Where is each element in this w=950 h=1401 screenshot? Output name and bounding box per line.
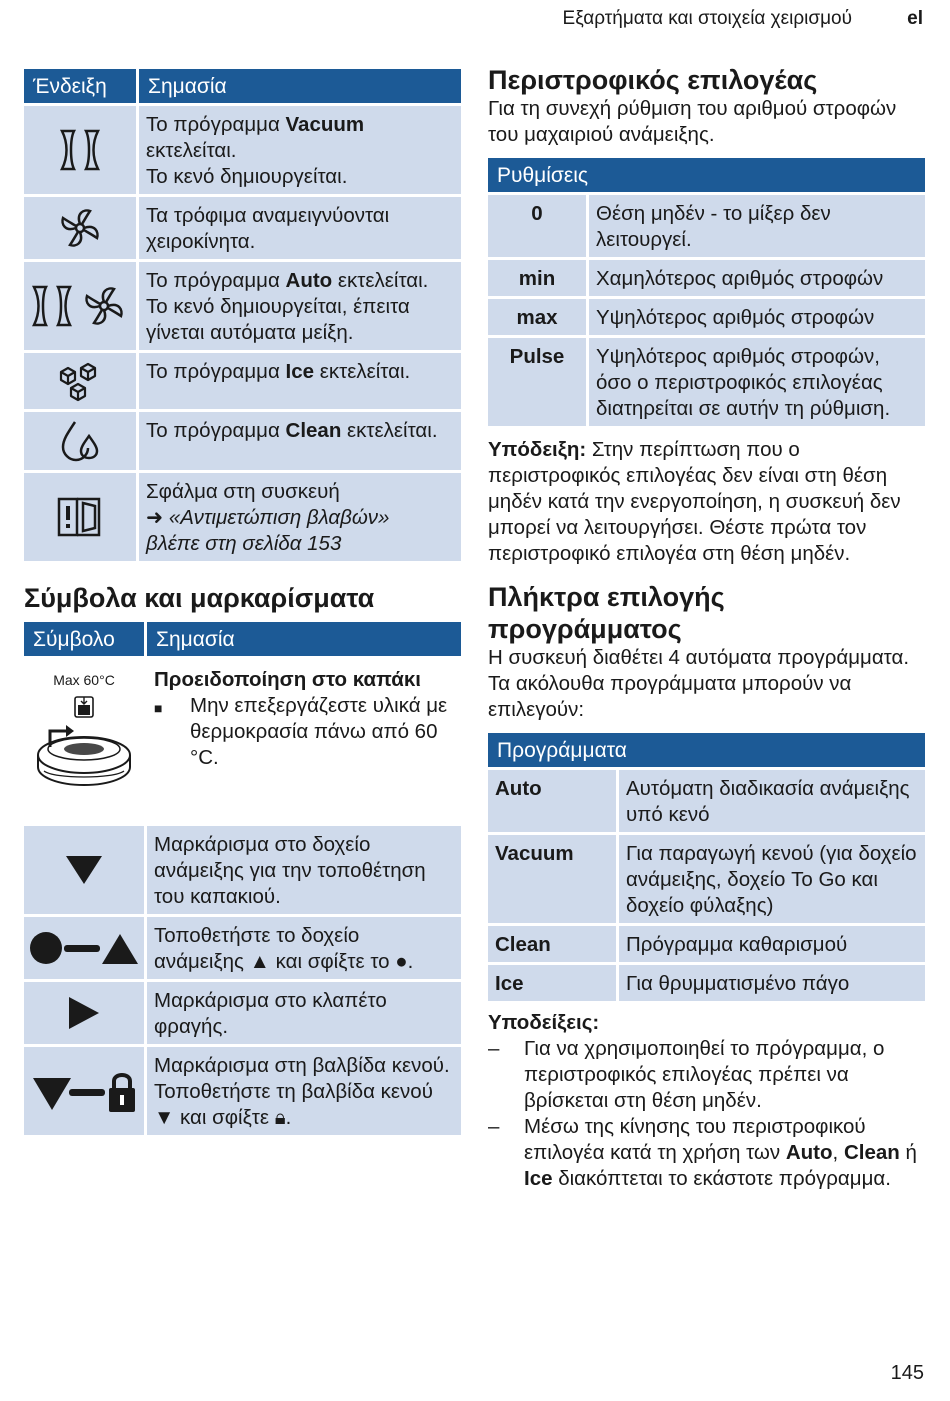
bullet-square-icon: ■	[154, 700, 163, 716]
list-item: – Για να χρησιμοποιηθεί το πρόγραμμα, ο περιστροφικός επιλογέας πρέπει να βρίσκεται στη θέση μηδέν.	[488, 1037, 885, 1112]
triangle-down-small-icon: ▼	[154, 1106, 175, 1129]
programs-notes-label: Υποδείξεις:	[488, 1011, 600, 1034]
table-row: Μαρκάρισμα στη βαλβίδα κενού. Τοποθετήστε τη βαλβίδα κενού ▼ και σφίξτε 🔒︎.	[24, 1047, 461, 1135]
vacuum-mixing-icon	[30, 283, 130, 329]
col-meaning: Σημασία	[144, 622, 461, 656]
programs-intro: Η συσκευή διαθέτει 4 αυτόματα προγράμματα. Τα ακόλουθα προγράμματα μπορούν να επιλεγούν:	[488, 646, 910, 721]
symbols-table	[24, 619, 461, 1138]
vacuum-icon	[56, 127, 104, 173]
table-row: Το πρόγραμμα Ice εκτελείται.	[24, 353, 461, 409]
col-symbol: Σύμβολο	[24, 622, 144, 656]
table-row: Το πρόγραμμα Clean εκτελείται.	[24, 412, 461, 470]
header-title: Εξαρτήματα και στοιχεία χειρισμού	[562, 8, 852, 29]
symbols-heading: Σύμβολα και μαρκαρίσματα	[24, 583, 375, 613]
settings-table	[488, 155, 925, 429]
table-row: Τα τρόφιμα αναμειγνύονται χειροκίνητα.	[24, 197, 461, 259]
table-row: Μαρκάρισμα στο κλαπέτο φραγής.	[24, 982, 461, 1044]
ice-cubes-icon	[57, 358, 103, 404]
col-settings: Ρυθμίσεις	[488, 158, 925, 192]
programs-heading: Πλήκτρα επιλογής προγράμματος	[488, 582, 725, 644]
error-icon	[55, 494, 105, 540]
triangle-down-icon	[64, 854, 104, 886]
rotary-note: Υπόδειξη: Στην περίπτωση που ο περιστροφικός επιλογέας δεν είναι στη θέση μηδέν κατά την ενεργοποίηση, η συσκευή δεν μπορεί να λειτουργήσει. Θέστε πρώτα τον περιστροφικό επιλογέα στη θέση μηδέν.	[488, 438, 901, 565]
triangle-line-lock-icon	[31, 1068, 137, 1114]
table-row: Max 60°C Προειδοποίηση στο καπάκι ■ Μην επεξεργάζεστε υλικά με θερμοκρασία πάνω από 60 °C.	[24, 659, 461, 823]
lock-icon: 🔒︎	[274, 1106, 286, 1129]
table-row: Μαρκάρισμα στο δοχείο ανάμειξης για την τοποθέτηση του καπακιού.	[24, 826, 461, 914]
table-row: Το πρόγραμμα Auto εκτελείται. Το κενό δημιουργείται, έπειτα γίνεται αυτόματα μείξη.	[24, 262, 461, 350]
mixing-icon	[56, 205, 104, 251]
col-programs: Προγράμματα	[488, 733, 925, 767]
table-row: Clean Πρόγραμμα καθαρισμού	[488, 926, 925, 962]
page-number: 145	[890, 1362, 924, 1384]
table-row: Pulse Υψηλότερος αριθμός στροφών, όσο ο περιστροφικός επιλογέας διατηρείται σε αυτήν τη ρύθμιση.	[488, 338, 925, 426]
lid-max-label: Max 60°C	[53, 672, 115, 688]
right-column	[488, 64, 925, 1192]
programs-table	[488, 730, 925, 1004]
table-row: Ice Για θρυμματισμένο πάγο	[488, 965, 925, 1001]
table-row: Vacuum Για παραγωγή κενού (για δοχείο ανάμειξης, δοχείο To Go και δοχείο φύλαξης)	[488, 835, 925, 923]
lid-warning-title: Προειδοποίηση στο καπάκι	[154, 668, 421, 691]
table-row: Τοποθετήστε το δοχείο ανάμειξης ▲ και σφίξτε το ●.	[24, 917, 461, 979]
col-meaning: Σημασία	[136, 69, 461, 103]
table-row: Σφάλμα στη συσκευή ➜ «Αντιμετώπιση βλαβών» βλέπε στη σελίδα 153	[24, 473, 461, 561]
circle-icon: ●	[395, 950, 408, 973]
col-indication: Ένδειξη	[24, 69, 136, 103]
troubleshooting-link[interactable]: «Αντιμετώπιση βλαβών»	[168, 506, 390, 529]
indicator-table	[24, 66, 461, 564]
rotary-intro: Για τη συνεχή ρύθμιση του αριθμού στροφών του μαχαιριού ανάμειξης.	[488, 97, 897, 146]
triangle-right-icon	[67, 995, 101, 1031]
rotary-heading: Περιστροφικός επιλογέας	[488, 65, 818, 95]
clean-drops-icon	[57, 418, 103, 464]
table-row: 0 Θέση μηδέν - το μίξερ δεν λειτουργεί.	[488, 195, 925, 257]
circle-line-triangle-icon	[28, 928, 140, 968]
left-column	[24, 69, 461, 1138]
triangle-up-icon: ▲	[249, 950, 270, 973]
lid-warning-icon	[30, 693, 138, 803]
table-row: Το πρόγραμμα Vacuum εκτελείται. Το κενό δημιουργείται.	[24, 106, 461, 194]
table-row: Auto Αυτόματη διαδικασία ανάμειξης υπό κενό	[488, 770, 925, 832]
arrow-right-icon: ➜	[146, 506, 164, 529]
header-lang: el	[907, 8, 923, 29]
list-item: – Μέσω της κίνησης του περιστροφικού επιλογέα κατά τη χρήση των Auto, Clean ή Ice διακόπτεται το εκάστοτε πρόγραμμα.	[488, 1115, 917, 1190]
page-header	[0, 6, 950, 32]
table-row: min Χαμηλότερος αριθμός στροφών	[488, 260, 925, 296]
table-row: max Υψηλότερος αριθμός στροφών	[488, 299, 925, 335]
